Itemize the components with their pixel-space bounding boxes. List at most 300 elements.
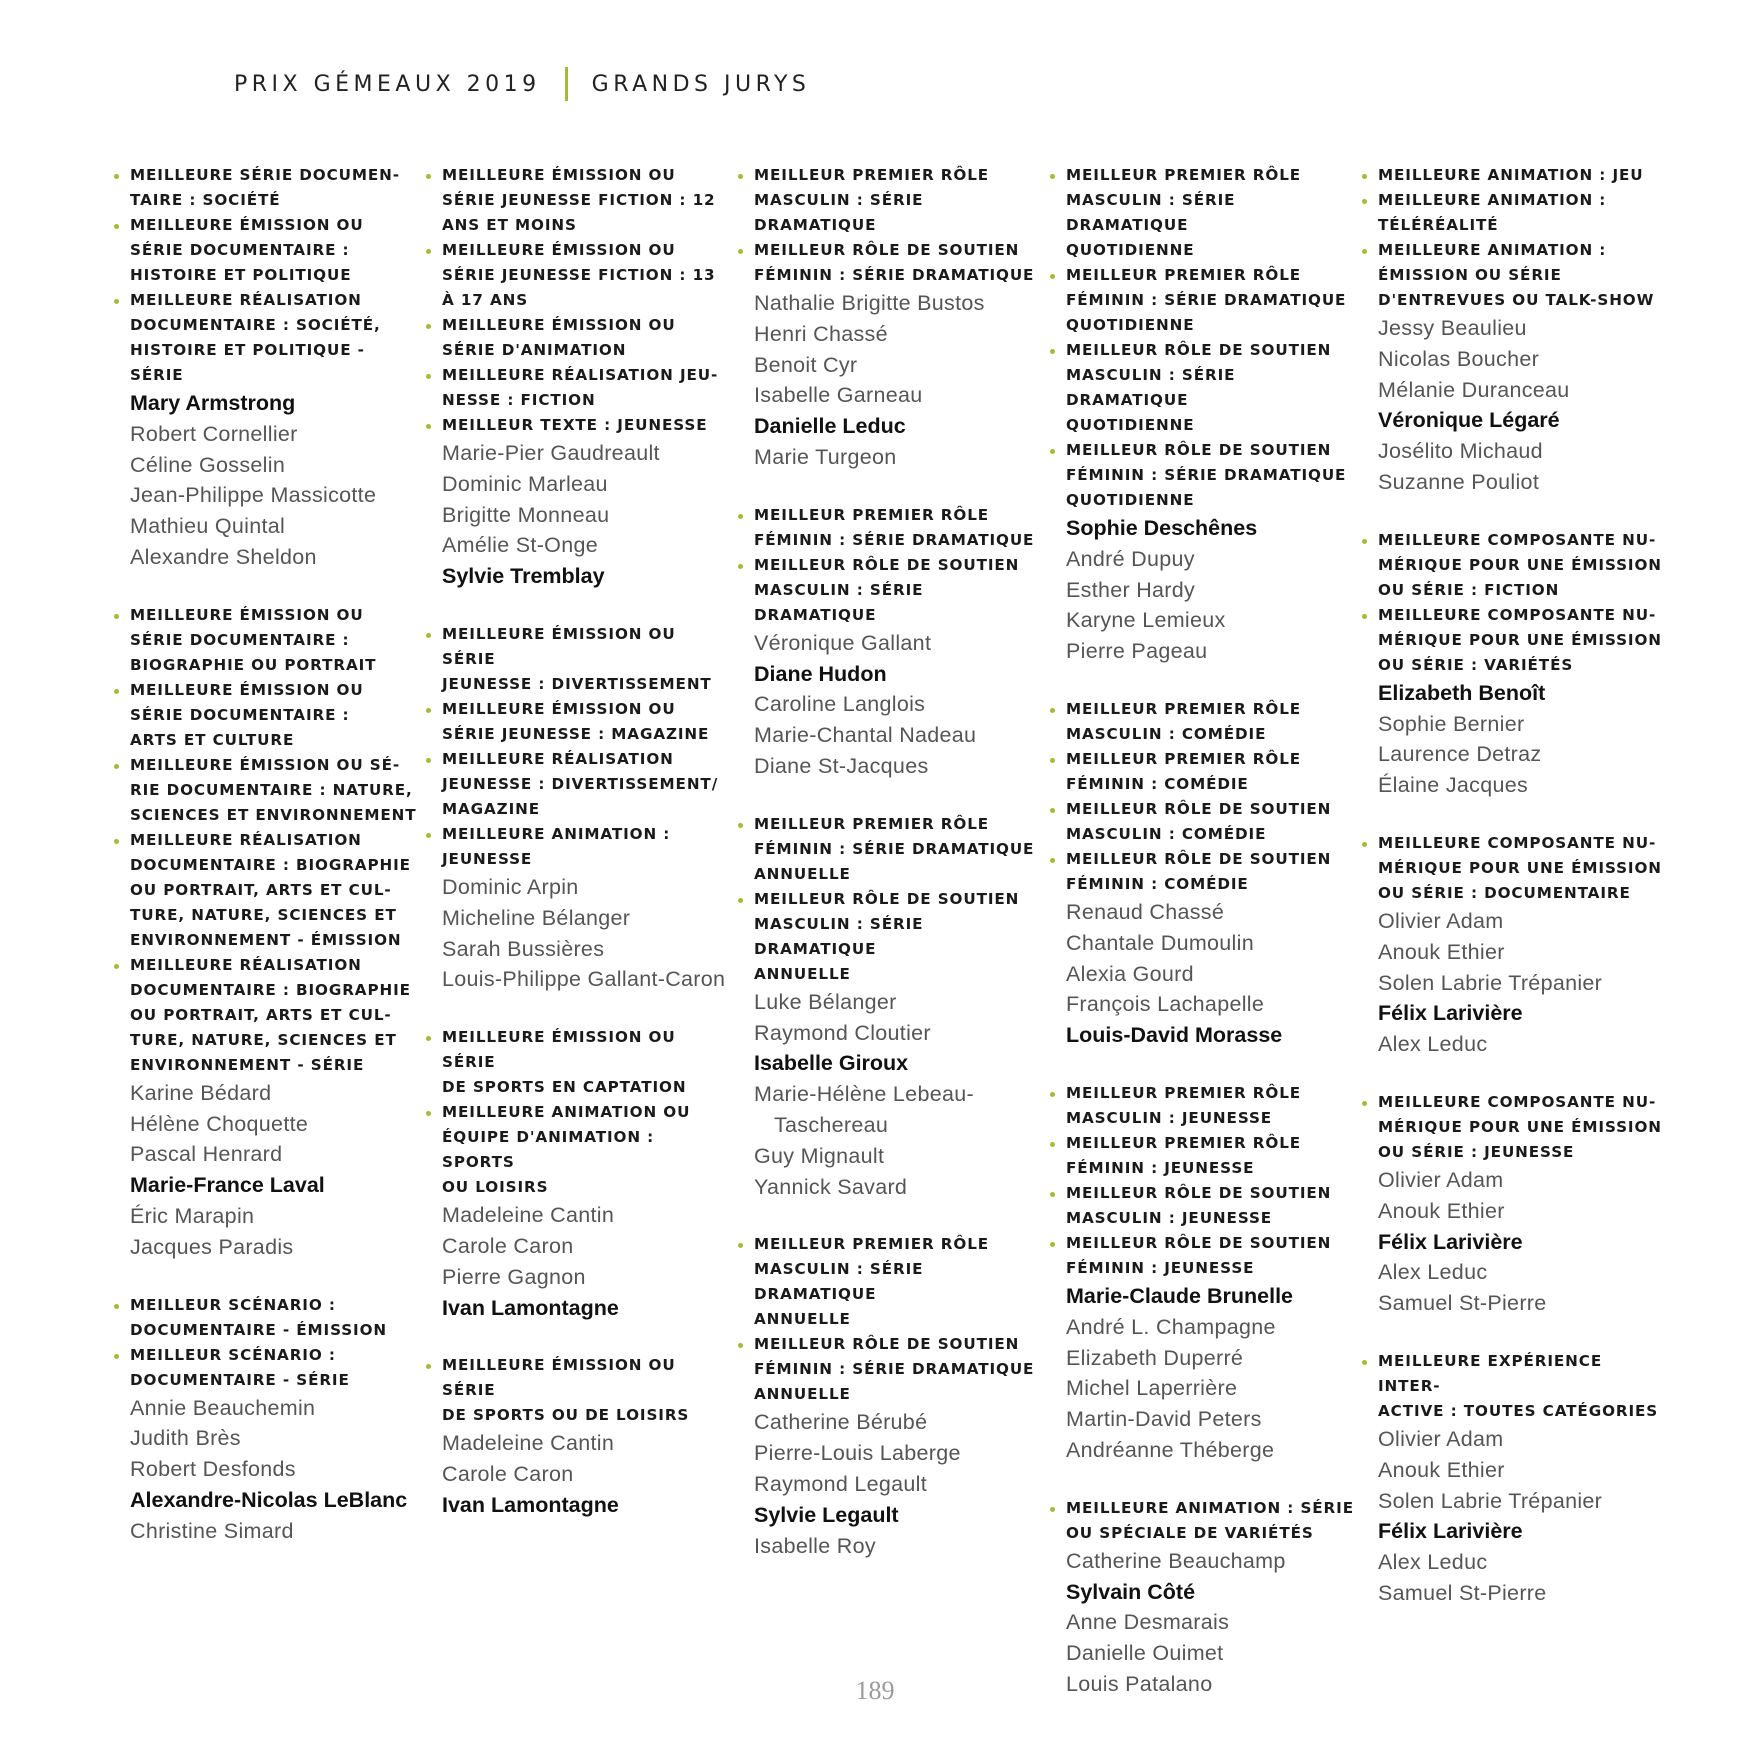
category-line: FÉMININ : JEUNESSE (1066, 1158, 1255, 1177)
category-line: MEILLEURE RÉALISATION (130, 830, 362, 849)
juror-name: Anouk Ethier (1378, 939, 1505, 964)
category-line: MEILLEURE ÉMISSION OU SÉRIE (442, 1028, 676, 1072)
bullet-icon (1050, 1142, 1055, 1147)
jury-group (742, 812, 1042, 1203)
award-category (742, 238, 1042, 288)
bullet-icon (1050, 1092, 1055, 1097)
juror-name: Pierre-Louis Laberge (754, 1441, 961, 1466)
jury-group (1054, 697, 1354, 1051)
category-line: MEILLEURE COMPOSANTE NU- (1378, 605, 1657, 624)
category-line: DOCUMENTAIRE : SOCIÉTÉ, (130, 316, 381, 334)
category-line: MEILLEUR PREMIER RÔLE (1066, 1083, 1302, 1102)
juror-name: Alexandre Sheldon (130, 544, 317, 569)
category-line: MEILLEURE ÉMISSION OU (442, 241, 676, 259)
juror-name: Michel Laperrière (1066, 1376, 1238, 1401)
category-line: HISTOIRE ET POLITIQUE (130, 266, 352, 284)
award-category (430, 413, 730, 438)
bullet-icon (1362, 1101, 1367, 1106)
bullet-icon (1050, 449, 1055, 454)
jury-president-name: Sylvie Legault (754, 1502, 899, 1527)
juror-name: Raymond Cloutier (754, 1020, 931, 1045)
category-line: FÉMININ : SÉRIE DRAMATIQUE (1066, 291, 1347, 309)
category-line: ENVIRONNEMENT - SÉRIE (130, 1055, 365, 1074)
juror-name: André L. Champagne (1066, 1314, 1276, 1339)
category-line: BIOGRAPHIE OU PORTRAIT (130, 655, 377, 674)
category-line: MEILLEUR PREMIER RÔLE (1066, 166, 1302, 184)
jury-president-name: Félix Larivière (1378, 1001, 1523, 1026)
juror-name: Judith Brès (130, 1426, 241, 1451)
bullet-icon (738, 1343, 743, 1348)
bullet-icon (114, 224, 119, 229)
award-category (118, 213, 418, 288)
juror-name: Renaud Chassé (1066, 899, 1225, 924)
juror-name: Dominic Marleau (442, 471, 608, 496)
bullet-icon (426, 1036, 431, 1041)
juror-name: Marie-Pier Gaudreault (442, 441, 660, 465)
juror-name: Andréanne Théberge (1066, 1437, 1275, 1462)
jury-group (118, 163, 418, 573)
award-category (742, 887, 1042, 987)
juror-name: Robert Cornellier (130, 421, 298, 446)
juror-name: Robert Desfonds (130, 1457, 296, 1482)
bullet-icon (738, 514, 743, 519)
category-line: MEILLEUR RÔLE DE SOUTIEN (1066, 1233, 1332, 1252)
category-line: DOCUMENTAIRE : BIOGRAPHIE (130, 855, 411, 874)
category-line: DOCUMENTAIRE - ÉMISSION (130, 1320, 388, 1339)
jury-president-name: Ivan Lamontagne (442, 1295, 619, 1320)
category-line: MEILLEUR PREMIER RÔLE (1066, 266, 1302, 284)
juror-name: Isabelle Roy (754, 1533, 876, 1558)
category-line: RIE DOCUMENTAIRE : NATURE, (130, 780, 413, 799)
bullet-icon (1362, 614, 1367, 619)
jury-group (742, 1232, 1042, 1561)
jury-group (1054, 163, 1354, 667)
jury-group (742, 503, 1042, 782)
jury-group (1366, 163, 1666, 498)
category-line: MEILLEURE COMPOSANTE NU- (1378, 1092, 1657, 1111)
award-category (742, 812, 1042, 887)
category-line: QUOTIDIENNE (1066, 491, 1195, 509)
jury-president-name: Mary Armstrong (130, 391, 296, 415)
bullet-icon (738, 564, 743, 569)
category-line: MEILLEURE ÉMISSION OU (130, 216, 364, 234)
juror-name: Taschereau (774, 1112, 889, 1137)
jury-group (1366, 1349, 1666, 1609)
juror-name: Sophie Bernier (1378, 711, 1525, 736)
category-line: SÉRIE DOCUMENTAIRE : (130, 630, 350, 649)
bullet-icon (114, 1354, 119, 1359)
category-line: ÉMISSION OU SÉRIE (1378, 266, 1562, 284)
award-category (118, 753, 418, 828)
jury-president-name: Louis-David Morasse (1066, 1023, 1283, 1048)
category-line: DE SPORTS OU DE LOISIRS (442, 1406, 690, 1425)
bullet-icon (1050, 1242, 1055, 1247)
juror-name: Luke Bélanger (754, 989, 897, 1014)
jury-group (1054, 1081, 1354, 1466)
bullet-icon (114, 1304, 119, 1309)
category-line: MASCULIN : SÉRIE DRAMATIQUE (754, 191, 924, 234)
category-line: ANS ET MOINS (442, 216, 577, 234)
juror-name: Nicolas Boucher (1378, 346, 1540, 371)
award-category (1054, 1231, 1354, 1281)
jury-president-name: Marie-France Laval (130, 1173, 325, 1198)
bullet-icon (114, 689, 119, 694)
category-line: MEILLEURE COMPOSANTE NU- (1378, 833, 1657, 852)
bullet-icon (114, 299, 119, 304)
award-category (118, 288, 418, 388)
juror-name: Laurence Detraz (1378, 742, 1542, 767)
award-category (1054, 697, 1354, 747)
category-line: MEILLEURE ÉMISSION OU (442, 316, 676, 334)
award-category (1054, 163, 1354, 263)
category-line: FÉMININ : COMÉDIE (1066, 774, 1249, 793)
category-line: ANNUELLE (754, 1385, 851, 1404)
juror-name: Samuel St-Pierre (1378, 1580, 1547, 1605)
juror-name: Pierre Gagnon (442, 1264, 586, 1289)
bullet-icon (114, 764, 119, 769)
juror-name: Suzanne Pouliot (1378, 469, 1540, 494)
award-category (1366, 1349, 1666, 1424)
bullet-icon (738, 898, 743, 903)
juror-name: Madeleine Cantin (442, 1203, 615, 1228)
category-line: OU SÉRIE : VARIÉTÉS (1378, 655, 1574, 674)
juror-name: Karine Bédard (130, 1080, 272, 1105)
juror-name: Guy Mignault (754, 1143, 885, 1168)
award-category (1054, 1181, 1354, 1231)
category-line: MEILLEUR RÔLE DE SOUTIEN (754, 1335, 1020, 1354)
category-line: MEILLEUR RÔLE DE SOUTIEN (1066, 1183, 1332, 1202)
bullet-icon (426, 424, 431, 429)
category-line: OU SÉRIE : JEUNESSE (1378, 1142, 1575, 1161)
award-category (118, 828, 418, 953)
jury-president-name: Diane Hudon (754, 661, 887, 686)
category-line: FÉMININ : SÉRIE DRAMATIQUE (754, 530, 1035, 549)
juror-name: Olivier Adam (1378, 908, 1504, 933)
category-line: MEILLEURE ÉMISSION OU (442, 166, 676, 184)
juror-name: Nathalie Brigitte Bustos (754, 291, 985, 315)
juror-name: Solen Labrie Trépanier (1378, 1488, 1603, 1513)
jury-group (430, 1025, 730, 1323)
category-line: QUOTIDIENNE (1066, 241, 1195, 259)
award-category (430, 1100, 730, 1200)
category-line: MEILLEURE RÉALISATION (442, 749, 674, 768)
juror-name: André Dupuy (1066, 546, 1195, 571)
category-line: MASCULIN : SÉRIE DRAMATIQUE (1066, 366, 1236, 409)
award-category (1054, 1496, 1354, 1546)
award-category (1054, 797, 1354, 847)
category-line: MEILLEURE EXPÉRIENCE INTER- (1378, 1351, 1603, 1395)
award-category (1054, 1081, 1354, 1131)
category-line: MEILLEUR SCÉNARIO : (130, 1295, 336, 1314)
juror-name: Marie-Chantal Nadeau (754, 723, 977, 748)
category-line: OU SPÉCIALE DE VARIÉTÉS (1066, 1523, 1314, 1542)
juror-name: Anouk Ethier (1378, 1457, 1505, 1482)
bullet-icon (114, 174, 119, 179)
award-category (742, 1332, 1042, 1407)
jury-president-name: Danielle Leduc (754, 414, 906, 439)
category-line: HISTOIRE ET POLITIQUE - SÉRIE (130, 341, 365, 384)
category-line: ANNUELLE (754, 1310, 851, 1329)
jury-president-name: Sophie Deschênes (1066, 516, 1258, 540)
award-category (1366, 238, 1666, 313)
juror-name: Anne Desmarais (1066, 1610, 1230, 1635)
juror-name: Martin-David Peters (1066, 1407, 1262, 1432)
category-line: FÉMININ : SÉRIE DRAMATIQUE (754, 839, 1035, 858)
bullet-icon (426, 249, 431, 254)
column-4 (1054, 163, 1354, 1730)
category-line: MÉRIQUE POUR UNE ÉMISSION (1378, 1117, 1662, 1136)
category-line: SÉRIE JEUNESSE FICTION : 13 (442, 266, 716, 284)
bullet-icon (1050, 808, 1055, 813)
category-line: MEILLEURE ANIMATION : (442, 824, 671, 843)
category-line: FÉMININ : SÉRIE DRAMATIQUE (754, 1360, 1035, 1379)
category-line: MASCULIN : SÉRIE DRAMATIQUE (754, 1260, 924, 1304)
award-category (430, 163, 730, 238)
category-line: MEILLEURE RÉALISATION JEU- (442, 366, 719, 384)
juror-name: Diane St-Jacques (754, 753, 929, 778)
bullet-icon (114, 839, 119, 844)
category-line: MEILLEUR PREMIER RÔLE (1066, 749, 1302, 768)
juror-name: Alex Leduc (1378, 1260, 1488, 1285)
section-title: GRANDS JURYS (591, 71, 811, 97)
juror-name: Olivier Adam (1378, 1426, 1504, 1451)
category-line: MEILLEUR PREMIER RÔLE (1066, 699, 1302, 718)
bullet-icon (738, 823, 743, 828)
jury-group (1366, 1090, 1666, 1319)
bullet-icon (738, 249, 743, 254)
juror-name: Sarah Bussières (442, 936, 605, 961)
category-line: MEILLEUR PREMIER RÔLE (1066, 1133, 1302, 1152)
category-line: MEILLEURE ANIMATION OU (442, 1103, 691, 1122)
category-line: MEILLEUR RÔLE DE SOUTIEN (754, 241, 1020, 259)
jury-president-name: Sylvie Tremblay (442, 564, 605, 589)
juror-name: Carole Caron (442, 1462, 574, 1487)
award-category (1366, 188, 1666, 238)
juror-name: Caroline Langlois (754, 692, 926, 717)
juror-name: Pierre Pageau (1066, 639, 1208, 664)
category-line: MEILLEURE ÉMISSION OU SÉ- (130, 755, 401, 774)
category-line: MEILLEUR RÔLE DE SOUTIEN (1066, 799, 1332, 818)
category-line: MASCULIN : SÉRIE DRAMATIQUE (1066, 191, 1236, 234)
category-line: MEILLEUR PREMIER RÔLE (754, 166, 990, 184)
bullet-icon (1050, 274, 1055, 279)
jury-group (430, 622, 730, 995)
category-line: MASCULIN : COMÉDIE (1066, 824, 1267, 843)
award-category (430, 313, 730, 363)
award-category (1054, 263, 1354, 338)
bullet-icon (1362, 249, 1367, 254)
juror-name: Éric Marapin (130, 1203, 255, 1228)
bullet-icon (1050, 858, 1055, 863)
juror-name: Alex Leduc (1378, 1032, 1488, 1057)
juror-name: Chantale Dumoulin (1066, 930, 1254, 955)
category-line: SÉRIE JEUNESSE FICTION : 12 (442, 191, 716, 209)
award-category (1366, 163, 1666, 188)
category-line: JEUNESSE : DIVERTISSEMENT/ (442, 774, 719, 793)
category-line: MEILLEUR TEXTE : JEUNESSE (442, 416, 708, 434)
award-category (1054, 747, 1354, 797)
bullet-icon (114, 614, 119, 619)
award-category (1366, 1090, 1666, 1165)
jury-president-name: Véronique Légaré (1378, 408, 1560, 433)
category-line: MEILLEURE ÉMISSION OU (130, 680, 364, 699)
bullet-icon (738, 1243, 743, 1248)
category-line: JEUNESSE (442, 849, 533, 868)
jury-president-name: Félix Larivière (1378, 1229, 1523, 1254)
juror-name: Karyne Lemieux (1066, 608, 1226, 633)
award-category (118, 163, 418, 213)
bullet-icon (426, 758, 431, 763)
category-line: MAGAZINE (442, 799, 541, 818)
category-line: MEILLEURE ÉMISSION OU (442, 699, 676, 718)
category-line: MEILLEURE ANIMATION : (1378, 241, 1607, 259)
bullet-icon (426, 1111, 431, 1116)
bullet-icon (1050, 174, 1055, 179)
juror-name: Alexia Gourd (1066, 961, 1194, 986)
award-category (118, 603, 418, 678)
page-header (234, 64, 810, 104)
category-line: MEILLEURE COMPOSANTE NU- (1378, 530, 1657, 549)
juror-name: Olivier Adam (1378, 1167, 1504, 1192)
award-category (118, 1293, 418, 1343)
category-line: MASCULIN : COMÉDIE (1066, 724, 1267, 743)
category-line: MEILLEUR RÔLE DE SOUTIEN (1066, 341, 1332, 359)
bullet-icon (1362, 1360, 1367, 1365)
category-line: MEILLEURE ÉMISSION OU SÉRIE (442, 624, 676, 668)
jury-group (1366, 831, 1666, 1060)
category-line: MASCULIN : JEUNESSE (1066, 1208, 1273, 1227)
category-line: MEILLEUR RÔLE DE SOUTIEN (1066, 849, 1332, 868)
category-line: MASCULIN : SÉRIE DRAMATIQUE (754, 914, 924, 958)
award-category (1054, 1131, 1354, 1181)
juror-name: Yannick Savard (754, 1174, 908, 1199)
award-category (118, 678, 418, 753)
juror-name: Madeleine Cantin (442, 1431, 615, 1456)
juror-name: Amélie St-Onge (442, 533, 598, 558)
juror-name: Carole Caron (442, 1233, 574, 1258)
publication-title: PRIX GÉMEAUX 2019 (234, 71, 541, 97)
jury-group (742, 163, 1042, 473)
category-line: NESSE : FICTION (442, 391, 596, 409)
juror-name: Mathieu Quintal (130, 514, 286, 539)
bullet-icon (426, 1364, 431, 1369)
category-line: QUOTIDIENNE (1066, 316, 1195, 334)
juror-name: Mélanie Duranceau (1378, 377, 1570, 402)
category-line: MEILLEUR PREMIER RÔLE (754, 814, 990, 833)
category-line: ANNUELLE (754, 864, 851, 883)
bullet-icon (1050, 1192, 1055, 1197)
category-line: MASCULIN : JEUNESSE (1066, 1108, 1273, 1127)
award-category (430, 238, 730, 313)
category-line: MEILLEURE ANIMATION : (1378, 191, 1607, 209)
category-line: MEILLEURE ANIMATION : SÉRIE (1066, 1498, 1354, 1517)
juror-name: Jessy Beaulieu (1378, 316, 1527, 340)
juror-name: Louis Patalano (1066, 1671, 1213, 1696)
category-line: OU PORTRAIT, ARTS ET CUL- (130, 880, 392, 899)
page-number: 189 (855, 1676, 895, 1705)
category-line: FÉMININ : SÉRIE DRAMATIQUE (754, 266, 1035, 284)
category-line: ÉQUIPE D'ANIMATION : SPORTS (442, 1128, 655, 1172)
jury-group (118, 603, 418, 1263)
award-category (1054, 438, 1354, 513)
juror-name: Christine Simard (130, 1518, 294, 1543)
jury-president-name: Alexandre-Nicolas LeBlanc (130, 1487, 408, 1512)
category-line: MÉRIQUE POUR UNE ÉMISSION (1378, 555, 1662, 574)
award-category (118, 953, 418, 1078)
category-line: MÉRIQUE POUR UNE ÉMISSION (1378, 630, 1662, 649)
juror-name: Elizabeth Duperré (1066, 1345, 1244, 1370)
category-line: ARTS ET CULTURE (130, 730, 295, 749)
juror-name: Samuel St-Pierre (1378, 1291, 1547, 1316)
award-category (1366, 831, 1666, 906)
juror-name: Raymond Legault (754, 1471, 928, 1496)
juror-name: Véronique Gallant (754, 630, 932, 655)
column-3 (742, 163, 1042, 1591)
jury-group (1054, 1496, 1354, 1700)
award-category (430, 622, 730, 697)
jury-president-name: Isabelle Giroux (754, 1051, 909, 1076)
header-divider (565, 67, 568, 101)
bullet-icon (426, 708, 431, 713)
bullet-icon (426, 833, 431, 838)
bullet-icon (426, 324, 431, 329)
category-line: DE SPORTS EN CAPTATION (442, 1078, 687, 1097)
juror-name: Annie Beauchemin (130, 1395, 316, 1420)
category-line: OU SÉRIE : FICTION (1378, 580, 1560, 599)
bullet-icon (1362, 539, 1367, 544)
column-1 (118, 163, 418, 1577)
category-line: SÉRIE DOCUMENTAIRE : (130, 705, 350, 724)
category-line: TURE, NATURE, SCIENCES ET (130, 1030, 397, 1049)
juror-name: François Lachapelle (1066, 992, 1265, 1017)
column-2 (430, 163, 730, 1551)
juror-name: Marie-Hélène Lebeau- (754, 1082, 974, 1107)
award-category (742, 163, 1042, 238)
bullet-icon (1362, 174, 1367, 179)
column-5 (1366, 163, 1666, 1639)
juror-name: Catherine Bérubé (754, 1410, 928, 1435)
category-line: SÉRIE D'ANIMATION (442, 341, 627, 359)
category-line: OU SÉRIE : DOCUMENTAIRE (1378, 883, 1631, 902)
juror-name: Micheline Bélanger (442, 905, 631, 930)
category-line: SÉRIE DOCUMENTAIRE : (130, 241, 350, 259)
category-line: MEILLEURE RÉALISATION (130, 291, 362, 309)
category-line: OU LOISIRS (442, 1178, 549, 1197)
bullet-icon (1050, 1507, 1055, 1512)
award-category (430, 363, 730, 413)
bullet-icon (426, 174, 431, 179)
category-line: MEILLEURE ÉMISSION OU (130, 605, 364, 624)
juror-name: Isabelle Garneau (754, 383, 923, 408)
jury-group (430, 163, 730, 592)
juror-name: Céline Gosselin (130, 452, 286, 477)
category-line: FÉMININ : SÉRIE DRAMATIQUE (1066, 466, 1347, 484)
jury-president-name: Elizabeth Benoît (1378, 680, 1546, 705)
category-line: FÉMININ : COMÉDIE (1066, 874, 1249, 893)
jury-group (1366, 528, 1666, 801)
category-line: MEILLEUR RÔLE DE SOUTIEN (754, 889, 1020, 908)
bullet-icon (426, 633, 431, 638)
award-category (1054, 847, 1354, 897)
category-line: ANNUELLE (754, 964, 851, 983)
category-line: ACTIVE : TOUTES CATÉGORIES (1378, 1401, 1659, 1420)
bullet-icon (1362, 199, 1367, 204)
award-category (742, 1232, 1042, 1332)
juror-name: Alex Leduc (1378, 1550, 1488, 1575)
juror-name: Catherine Beauchamp (1066, 1548, 1286, 1573)
award-category (430, 1353, 730, 1428)
award-category (430, 747, 730, 822)
